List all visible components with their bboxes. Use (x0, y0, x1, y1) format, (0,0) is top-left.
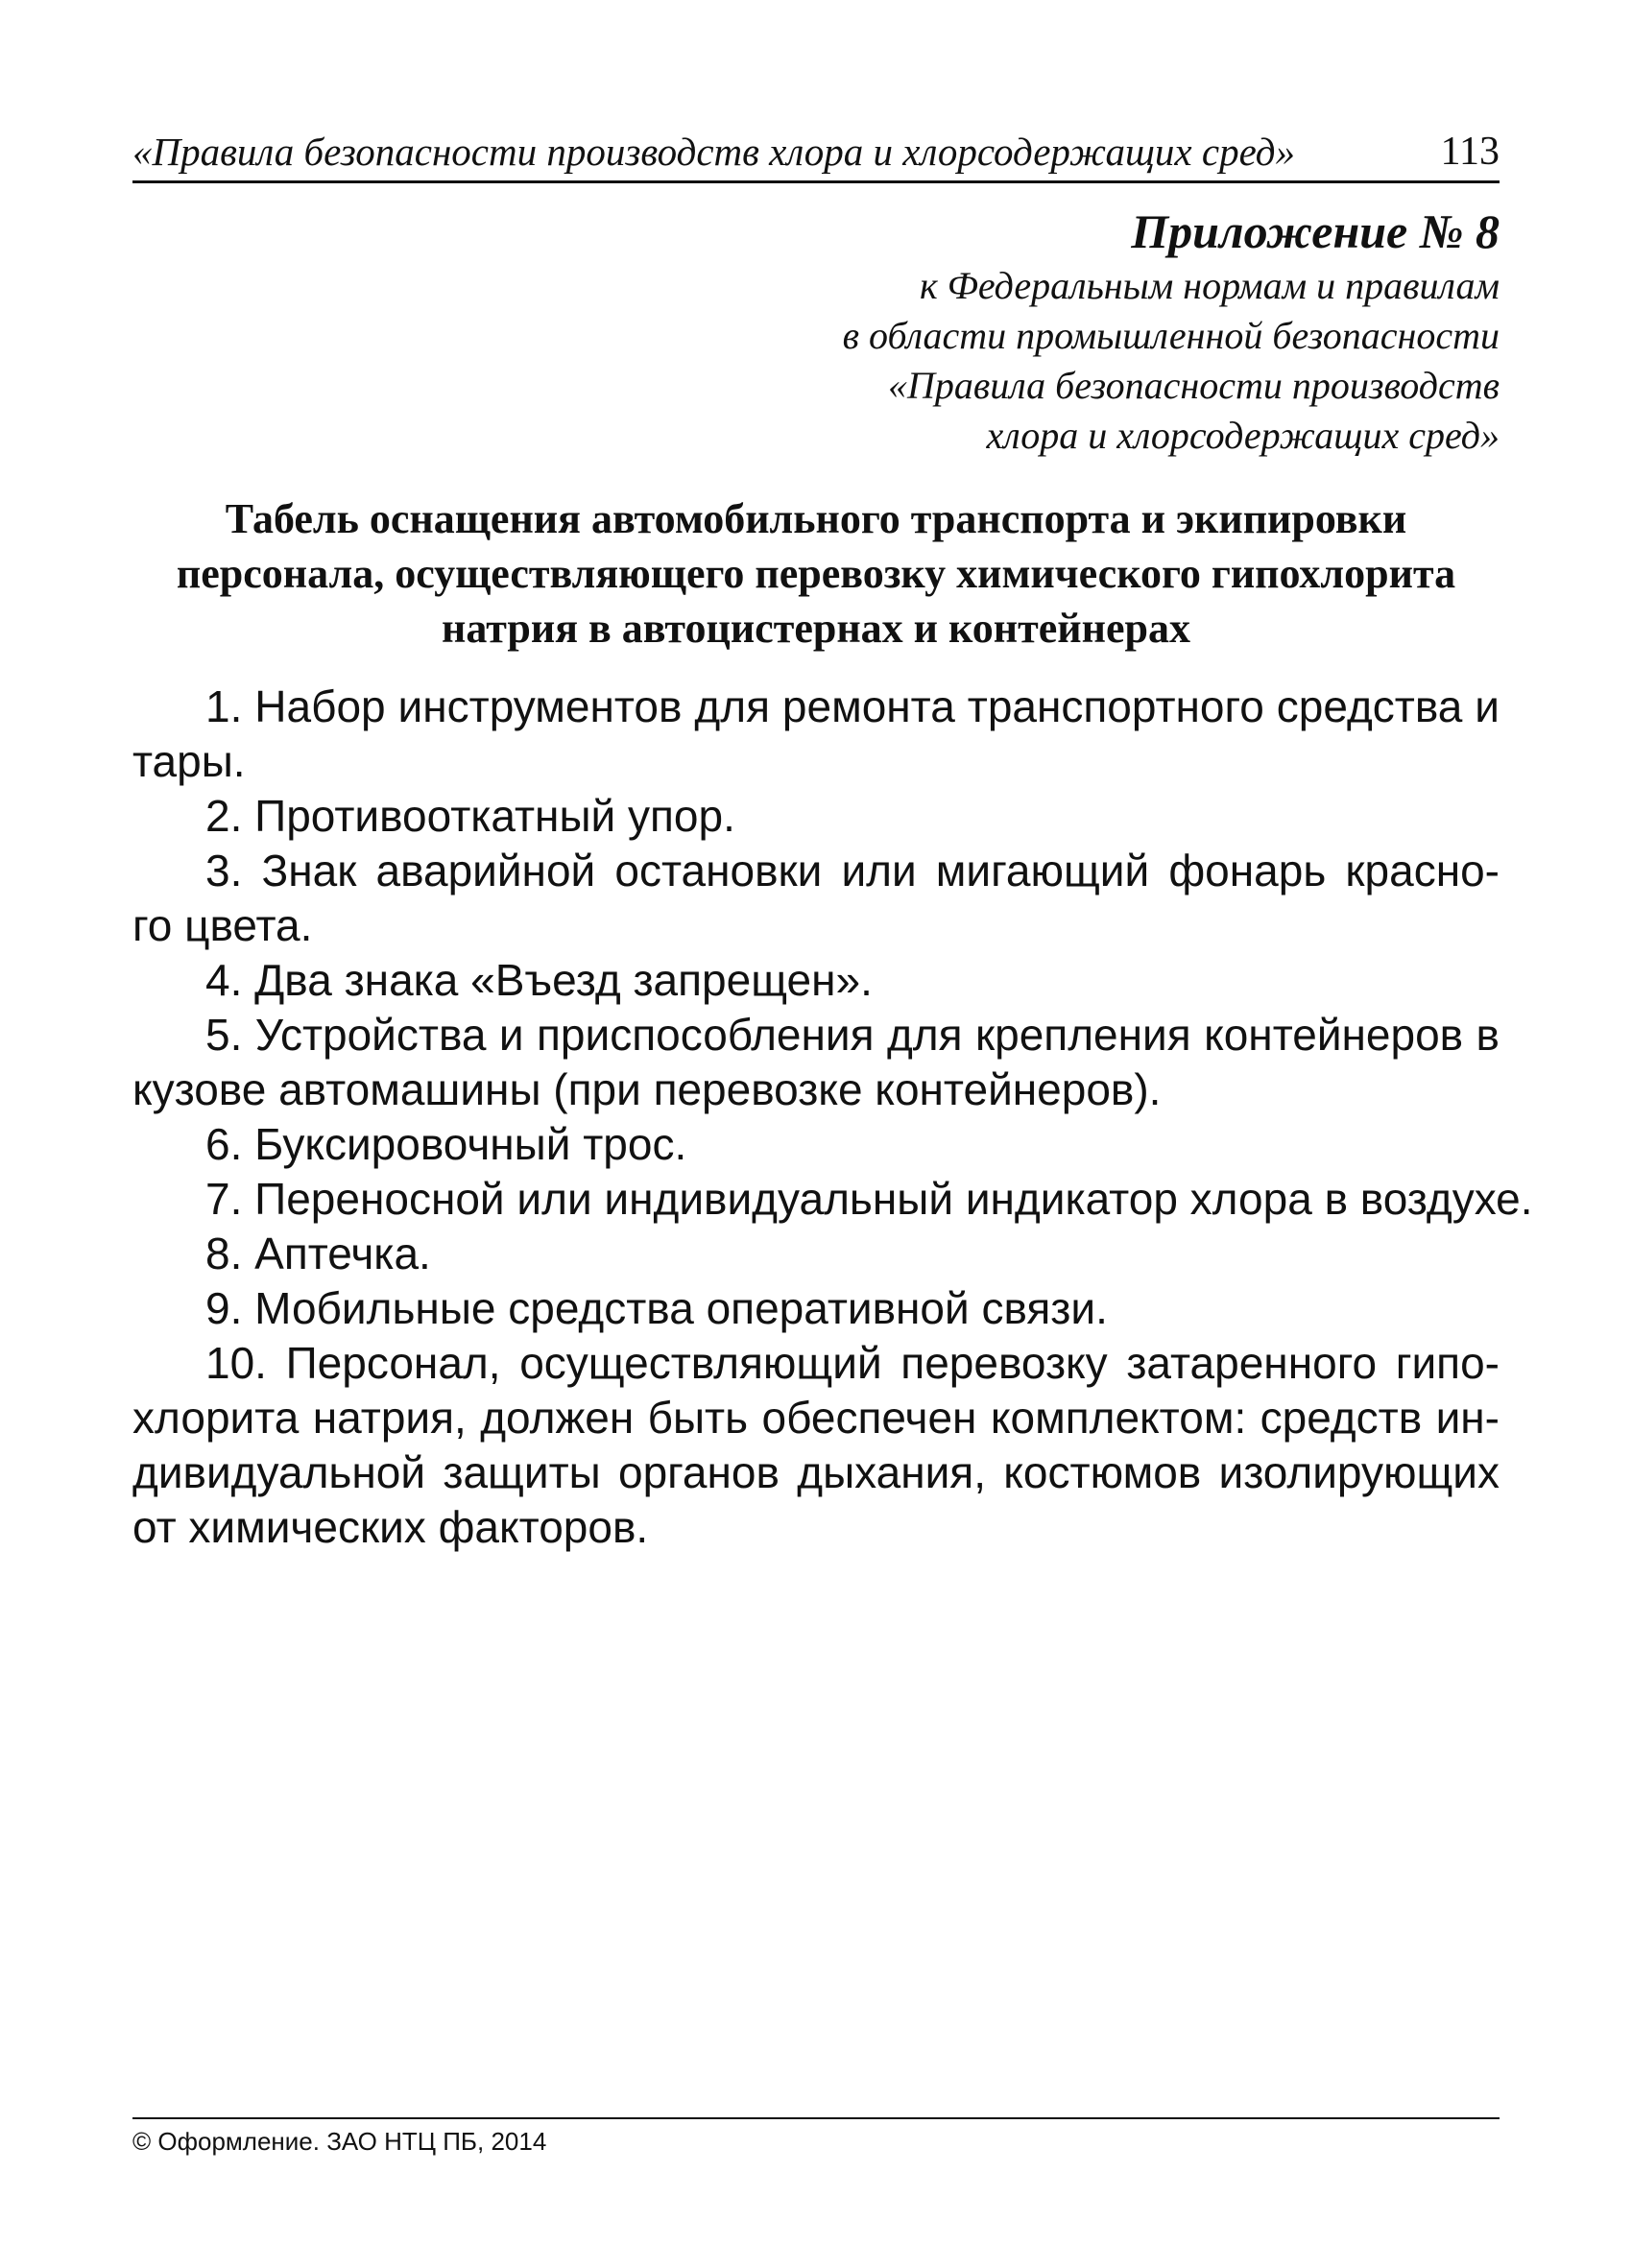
list-item-9 (132, 1281, 1500, 1336)
list-item-5 (132, 1008, 1500, 1117)
list-item-line: 3. Знак аварийной остановки или мигающий фонарь красно- (205, 846, 1500, 895)
list-item-7 (132, 1172, 1533, 1227)
list-item-line: 9. Мобильные средства оперативной связи. (205, 1283, 1108, 1333)
appendix-line: «Правила безопасности производств (888, 364, 1500, 407)
list-item-line: 4. Два знака «Въезд запрещен». (205, 955, 873, 1005)
list-item-line: 5. Устройства и приспособления для крепления контейнеров в (205, 1010, 1500, 1060)
appendix-line: к Федеральным нормам и правилам (920, 264, 1500, 307)
document-title (132, 491, 1500, 656)
appendix-line: в области промышленной безопасности (842, 314, 1500, 357)
appendix-block (843, 202, 1500, 461)
list-item-8 (132, 1227, 1500, 1281)
page-number: 113 (1440, 130, 1500, 174)
list-item-line: 10. Персонал, осуществляющий перевозку затаренного гипо- (205, 1338, 1500, 1388)
list-item-line: хлорита натрия, должен быть обеспечен комплектом: средств ин- (132, 1393, 1500, 1443)
list-item-3 (132, 844, 1500, 953)
footer-copyright: © Оформление. ЗАО НТЦ ПБ, 2014 (132, 2127, 547, 2156)
list-item-4 (132, 953, 1500, 1008)
list-item-2 (132, 789, 1500, 844)
list-item-line: от химических факторов. (132, 1502, 649, 1552)
footer-divider (132, 2117, 1500, 2119)
list-item-10 (132, 1336, 1500, 1555)
list-item-line: дивидуальной защиты органов дыхания, костюмов изолирующих (132, 1447, 1500, 1497)
list-item-line: 6. Буксировочный трос. (205, 1119, 687, 1169)
title-line: натрия в автоцистернах и контейнерах (442, 605, 1190, 652)
list-item-line: го цвета. (132, 900, 313, 950)
list-item-line: кузове автомашины (при перевозке контейнеров). (132, 1064, 1162, 1114)
appendix-line: хлора и хлорсодержащих сред» (986, 414, 1500, 457)
list-item-1 (132, 680, 1500, 789)
list-item-line: 8. Аптечка. (205, 1229, 431, 1278)
list-item-line: 1. Набор инструментов для ремонта транспортного средства и (205, 681, 1500, 731)
equipment-list (132, 680, 1533, 1555)
list-item-line: 2. Противооткатный упор. (205, 791, 735, 841)
list-item-line: тары. (132, 736, 246, 786)
title-line: персонала, осуществляющего перевозку химического гипохлорита (176, 550, 1456, 597)
title-line: Табель оснащения автомобильного транспорта и экипировки (225, 495, 1407, 542)
list-item-line: 7. Переносной или индивидуальный индикатор хлора в воздухе. (205, 1174, 1533, 1224)
list-item-6 (132, 1117, 1500, 1172)
running-title: «Правила безопасности производств хлора и хлорсодержащих сред» (132, 130, 1295, 174)
appendix-title: Приложение № 8 (1131, 204, 1500, 258)
running-header (132, 123, 1500, 183)
